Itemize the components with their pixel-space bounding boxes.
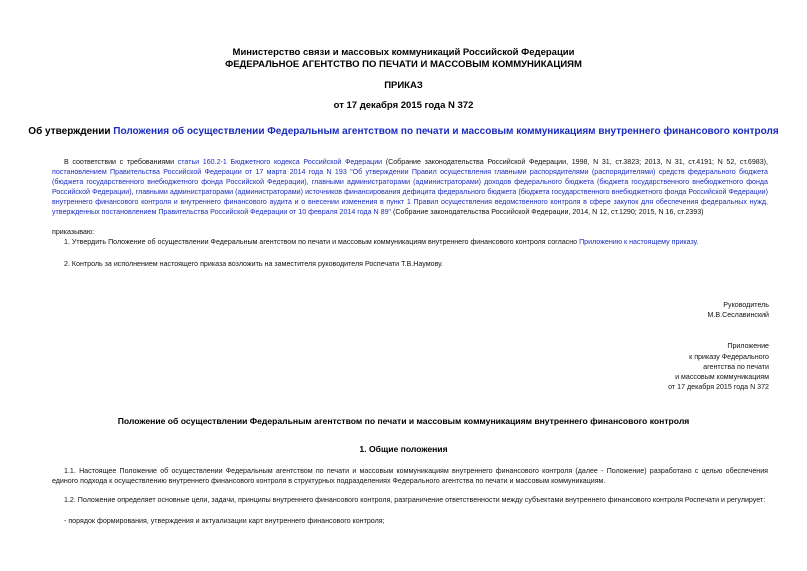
appendix-line-5: от 17 декабря 2015 года N 372 [668, 383, 769, 391]
appendix-link[interactable]: Приложению к настоящему приказу [579, 238, 697, 246]
order-item-2: 2. Контроль за исполнением настоящего приказа возложить на заместителя руководителя Роспечати Т.В.Наумову. [64, 260, 443, 268]
order-title-prefix: Об утверждении [28, 126, 114, 137]
document-date-number: от 17 декабря 2015 года N 372 [333, 100, 474, 111]
paragraph-1-2: 1.2. Положение определяет основные цели, задачи, принципы внутреннего финансового контроля, разграничение ответственности между субъектами внутреннего финансового контроля Роспечати и регулирует: [64, 496, 766, 504]
signer-name: М.В.Сеславинский [707, 311, 769, 319]
agency-name: ФЕДЕРАЛЬНОЕ АГЕНТСТВО ПО ПЕЧАТИ И МАССОВЫМ КОММУНИКАЦИЯМ [225, 59, 582, 70]
document-type: ПРИКАЗ [384, 80, 423, 91]
preamble-text-3: (Собрание законодательства Российской Федерации, 2014, N 12, ст.1290; 2015, N 16, ст.2393) [391, 208, 704, 216]
preamble-paragraph [52, 157, 768, 217]
appendix-header [668, 341, 769, 392]
bullet-1: - порядок формирования, утверждения и актуализации карт внутреннего финансового контроля; [64, 517, 385, 525]
appendix-line-4: и массовым коммуникациям [675, 373, 769, 381]
appendix-line-2: к приказу Федерального [689, 353, 769, 361]
paragraph-1-1: 1.1. Настоящее Положение об осуществлении Федеральным агентством по печати и массовым коммуникациям внутреннего финансового контроля (далее - Положение) разработано с целью обеспечения единого подхода к осуществлению внутреннего финансового контроля в структурных подразделениях Федерального агентства по печати и массовым коммуникациям. [52, 467, 768, 485]
government-decree-link[interactable]: постановлением Правительства Российской Федерации от 17 марта 2014 года N 193 "Об утверждении Правил осуществления главными распорядителями (распорядителями) средств федерального бюджета (бюджета государственного внебюджетного фонда Российской Федерации), главными администраторами (администраторами) доходов федерального бюджета (бюджета государственного внебюджетного фонда Российской Федерации), главными администраторами (администраторами) источников финансирования дефицита федерального бюджета (бюджета государственного внебюджетного фонда Российской Федерации) внутреннего финансового контроля и внутреннего финансового аудита и о внесении изменения в пункт 1 Правил осуществления ведомственного контроля в сфере закупок для обеспечения федеральных нужд, утвержденных постановлением Правительства Российской Федерации от 10 февраля 2014 года N 89" [52, 168, 768, 216]
order-item-1 [52, 237, 768, 247]
order-item-1-text: 1. Утвердить Положение об осуществлении Федеральным агентством по печати и массовым коммуникациям внутреннего финансового контроля согласно [64, 238, 580, 246]
order-intro: приказываю: [52, 228, 95, 236]
order-item-1-end: . [696, 238, 699, 246]
signer-position: Руководитель [723, 301, 769, 309]
regulation-title: Положение об осуществлении Федеральным агентством по печати и массовым коммуникациям внутреннего финансового контроля [117, 416, 690, 426]
order-title-link[interactable]: Положения об осуществлении Федеральным агентством по печати и массовым коммуникациям внутреннего финансового контроля [113, 126, 779, 137]
order-title [0, 126, 807, 137]
signature-block [707, 300, 769, 320]
section-1-heading: 1. Общие положения [359, 444, 448, 454]
preamble-text-2: (Собрание законодательства Российской Федерации, 1998, N 31, ст.3823; 2013, N 31, ст.4191; N 52, ст.6983), [382, 158, 768, 166]
budget-code-link[interactable]: статьи 160.2-1 Бюджетного кодекса Российской Федерации [177, 158, 383, 166]
ministry-name: Министерство связи и массовых коммуникаций Российской Федерации [232, 47, 575, 58]
appendix-line-3: агентства по печати [703, 363, 769, 371]
appendix-line-1: Приложение [727, 342, 769, 350]
preamble-text-1: В соответствии с требованиями [64, 158, 178, 166]
